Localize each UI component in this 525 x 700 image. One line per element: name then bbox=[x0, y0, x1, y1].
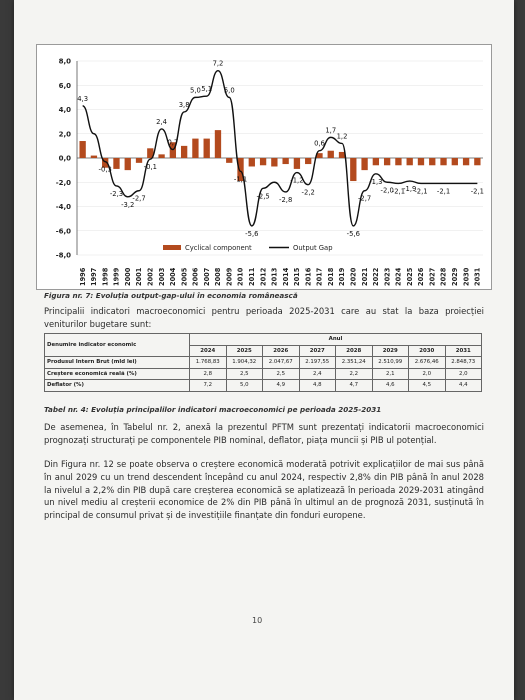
data-label: -2,1 bbox=[414, 187, 428, 196]
table-cell: 2.351,24 bbox=[336, 357, 373, 369]
y-tick-label: -6,0 bbox=[55, 227, 71, 236]
data-label: -2,8 bbox=[279, 195, 293, 204]
data-label: -2,1 bbox=[391, 187, 406, 196]
data-label: -1,2 bbox=[290, 176, 304, 185]
legend-bar-swatch bbox=[163, 245, 181, 250]
legend-line-label: Output Gap bbox=[293, 244, 333, 252]
x-tick-label: 2006 bbox=[191, 267, 200, 286]
data-label: 0,7 bbox=[167, 138, 179, 147]
x-tick-label: 2002 bbox=[146, 267, 155, 286]
data-label: -2,7 bbox=[132, 194, 146, 203]
x-tick-label: 2029 bbox=[451, 267, 460, 286]
data-label: -2,2 bbox=[301, 188, 315, 197]
indicators-table bbox=[44, 333, 482, 392]
intro-paragraph: Principalii indicatori macroeconomici pentru perioada 2025-2031 care au stat la baza proiecției veniturilor bugetare sunt: bbox=[44, 306, 484, 329]
x-tick-label: 2018 bbox=[326, 267, 335, 286]
x-tick-label: 2026 bbox=[417, 267, 426, 286]
cyclical-bar bbox=[474, 158, 480, 165]
table-cell: 4,5 bbox=[409, 380, 446, 392]
cyclical-bar bbox=[407, 158, 413, 165]
table-row bbox=[45, 380, 482, 392]
cyclical-bar bbox=[384, 158, 390, 165]
table-year-2027: 2027 bbox=[299, 345, 336, 357]
data-label: -2,0 bbox=[380, 186, 394, 195]
x-tick-label: 1997 bbox=[90, 267, 99, 286]
data-label: 5,0 bbox=[223, 86, 235, 95]
x-tick-label: 2008 bbox=[214, 267, 223, 286]
x-tick-label: 2003 bbox=[157, 267, 166, 286]
x-tick-label: 1998 bbox=[101, 267, 110, 286]
figure-caption: Figura nr. 7: Evoluția output-gap-ului în economia românească bbox=[44, 291, 298, 300]
paragraph-3: Din Figura nr. 12 se poate observa o creștere economică moderată potrivit explicațiilor de mai sus până în anul 2029 cu un trend descendent începând cu anul 2024, respectiv 2,8% din PIB până în anul 2028 la nivelul a 2,2% din PIB după care creșterea economică se aplatizează în perioada 2029-2031 atingând un nivel mediu al creșterii economice de 2% din PIB până în ultimul an de prognoză 2031, susținută în principal de consumul privat și de investițiile finanțate din fonduri europene. bbox=[44, 459, 484, 521]
table-cell: 4,4 bbox=[445, 380, 482, 392]
x-tick-label: 2019 bbox=[338, 267, 347, 286]
table-cell: 2,5 bbox=[263, 368, 300, 380]
cyclical-bar bbox=[361, 158, 367, 170]
document-page bbox=[14, 0, 514, 700]
table-cell: 2,2 bbox=[336, 368, 373, 380]
table-cell: 2,8 bbox=[190, 368, 227, 380]
cyclical-bar bbox=[282, 158, 288, 164]
table-cell: 1.768,83 bbox=[190, 357, 227, 369]
table-year-2028: 2028 bbox=[336, 345, 373, 357]
output-gap-chart bbox=[36, 44, 492, 290]
cyclical-bar bbox=[215, 130, 221, 158]
table-cell: 2,0 bbox=[445, 368, 482, 380]
table-row-label: Deflator (%) bbox=[45, 380, 190, 392]
cyclical-bar bbox=[418, 158, 424, 165]
x-tick-label: 2028 bbox=[439, 267, 448, 286]
table-cell: 4,6 bbox=[372, 380, 409, 392]
data-label: 2,4 bbox=[156, 117, 167, 126]
cyclical-bar bbox=[294, 158, 300, 169]
cyclical-bar bbox=[125, 158, 131, 170]
y-tick-label: -2,0 bbox=[55, 178, 71, 187]
data-label: -1,9 bbox=[403, 185, 417, 194]
y-tick-label: 0,0 bbox=[58, 154, 71, 163]
cyclical-bar bbox=[350, 158, 356, 181]
paragraph-2: De asemenea, în Tabelul nr. 2, anexă la prezentul PFTM sunt prezentați indicatorii macroeconomici prognozați structurați pe componentele PIB nominal, deflator, piața muncii și PIB ul potențial. bbox=[44, 422, 484, 445]
data-label: -0,3 bbox=[98, 165, 112, 174]
x-tick-label: 2022 bbox=[372, 267, 381, 286]
table-row-label: Produsul Intern Brut (mld lei) bbox=[45, 357, 190, 369]
x-tick-label: 2014 bbox=[281, 267, 290, 286]
x-tick-label: 2011 bbox=[248, 267, 257, 286]
x-tick-label: 2023 bbox=[383, 267, 392, 286]
data-label: -2,7 bbox=[357, 194, 372, 203]
data-label: -2,5 bbox=[256, 192, 270, 201]
data-label: 1,2 bbox=[336, 132, 348, 141]
data-label: -5,6 bbox=[245, 229, 259, 238]
data-label: -2,1 bbox=[470, 187, 484, 196]
cyclical-bar bbox=[395, 158, 401, 165]
x-tick-label: 2031 bbox=[473, 267, 482, 286]
y-tick-label: -4,0 bbox=[55, 203, 71, 211]
y-tick-label: 4,0 bbox=[58, 106, 71, 114]
table-year-2025: 2025 bbox=[226, 345, 263, 357]
cyclical-bar bbox=[373, 158, 379, 165]
table-year-2031: 2031 bbox=[445, 345, 482, 357]
x-tick-label: 1996 bbox=[78, 267, 87, 286]
table-cell: 2.676,46 bbox=[409, 357, 446, 369]
x-tick-label: 1999 bbox=[112, 267, 121, 286]
y-tick-label: -8,0 bbox=[55, 251, 71, 260]
x-tick-label: 2001 bbox=[135, 267, 144, 286]
x-tick-label: 2013 bbox=[270, 267, 279, 286]
table-cell: 4,7 bbox=[336, 380, 373, 392]
y-tick-label: 6,0 bbox=[58, 81, 71, 90]
x-tick-label: 2005 bbox=[180, 267, 189, 286]
x-tick-label: 2024 bbox=[394, 267, 403, 286]
data-label: -1,1 bbox=[233, 175, 248, 184]
table-cell: 4,9 bbox=[263, 380, 300, 392]
cyclical-bar bbox=[260, 158, 266, 165]
table-cell: 2,1 bbox=[372, 368, 409, 380]
data-label: 0,6 bbox=[314, 139, 325, 148]
table-cell: 7,2 bbox=[190, 380, 227, 392]
table-year-2030: 2030 bbox=[409, 345, 446, 357]
table-cell: 2.197,55 bbox=[299, 357, 336, 369]
x-tick-label: 2015 bbox=[293, 267, 302, 286]
cyclical-bar bbox=[305, 158, 311, 164]
table-cell: 2.510,99 bbox=[372, 357, 409, 369]
cyclical-bar bbox=[113, 158, 119, 169]
table-cell: 2.848,73 bbox=[445, 357, 482, 369]
x-tick-label: 2016 bbox=[304, 267, 313, 286]
page-number: 10 bbox=[252, 616, 263, 625]
x-tick-label: 2000 bbox=[123, 267, 132, 286]
table-cell: 2.047,67 bbox=[263, 357, 300, 369]
x-tick-label: 2009 bbox=[225, 267, 234, 286]
table-cell: 5,0 bbox=[226, 380, 263, 392]
table-row-label: Creștere economică reală (%) bbox=[45, 368, 190, 380]
x-tick-label: 2004 bbox=[169, 267, 178, 286]
table-cell: 2,5 bbox=[226, 368, 263, 380]
table-year-2029: 2029 bbox=[372, 345, 409, 357]
table-row bbox=[45, 368, 482, 380]
x-tick-label: 2030 bbox=[462, 267, 471, 286]
data-label: 5,1 bbox=[201, 85, 213, 94]
cyclical-bar bbox=[452, 158, 458, 165]
cyclical-bar bbox=[249, 158, 255, 166]
cyclical-bar bbox=[136, 158, 142, 163]
table-cell: 1.904,32 bbox=[226, 357, 263, 369]
table-cell: 2,0 bbox=[409, 368, 446, 380]
y-tick-label: 2,0 bbox=[58, 130, 71, 139]
data-label: 7,2 bbox=[212, 59, 224, 68]
cyclical-bar bbox=[158, 154, 164, 158]
x-tick-label: 2027 bbox=[428, 267, 437, 286]
x-tick-label: 2017 bbox=[315, 267, 324, 286]
chart-canvas bbox=[37, 45, 491, 289]
cyclical-bar bbox=[440, 158, 446, 165]
data-label: -2,1 bbox=[436, 187, 451, 196]
cyclical-bar bbox=[463, 158, 469, 165]
cyclical-bar bbox=[204, 139, 210, 158]
table-group-header: Anul bbox=[190, 334, 482, 346]
cyclical-bar bbox=[226, 158, 232, 163]
cyclical-bar bbox=[271, 158, 277, 166]
cyclical-bar bbox=[328, 151, 334, 158]
table-year-2024: 2024 bbox=[190, 345, 227, 357]
table-row bbox=[45, 357, 482, 369]
data-label: -5,6 bbox=[346, 229, 360, 238]
x-tick-label: 2025 bbox=[405, 267, 414, 286]
data-label: 1,7 bbox=[325, 126, 337, 135]
data-label: 3,8 bbox=[178, 100, 190, 109]
legend-bar-label: Cyclical component bbox=[185, 244, 252, 252]
table-year-2026: 2026 bbox=[263, 345, 300, 357]
cyclical-bar bbox=[429, 158, 435, 165]
cyclical-bar bbox=[91, 156, 97, 158]
cyclical-bar bbox=[79, 141, 85, 158]
y-tick-label: 8,0 bbox=[58, 57, 71, 66]
cyclical-bar bbox=[181, 146, 187, 158]
data-label: -2,3 bbox=[109, 189, 124, 198]
data-label: -0,1 bbox=[143, 163, 157, 172]
x-tick-label: 2021 bbox=[360, 267, 369, 286]
cyclical-bar bbox=[192, 139, 198, 158]
data-label: 4,3 bbox=[77, 94, 89, 103]
data-label: 5,0 bbox=[190, 86, 201, 95]
x-tick-label: 2010 bbox=[236, 267, 245, 286]
table-caption: Tabel nr. 4: Evoluția principalilor indicatori macroeconomici pe perioada 2025-2031 bbox=[44, 405, 382, 414]
x-tick-label: 2007 bbox=[202, 267, 211, 286]
table-cell: 2,4 bbox=[299, 368, 336, 380]
table-cell: 4,8 bbox=[299, 380, 336, 392]
table-title-col: Denumire indicator economic bbox=[45, 334, 190, 357]
data-label: -3,2 bbox=[121, 200, 135, 209]
data-label: -1,3 bbox=[369, 177, 383, 186]
x-tick-label: 2012 bbox=[259, 267, 268, 286]
x-tick-label: 2020 bbox=[349, 267, 358, 286]
